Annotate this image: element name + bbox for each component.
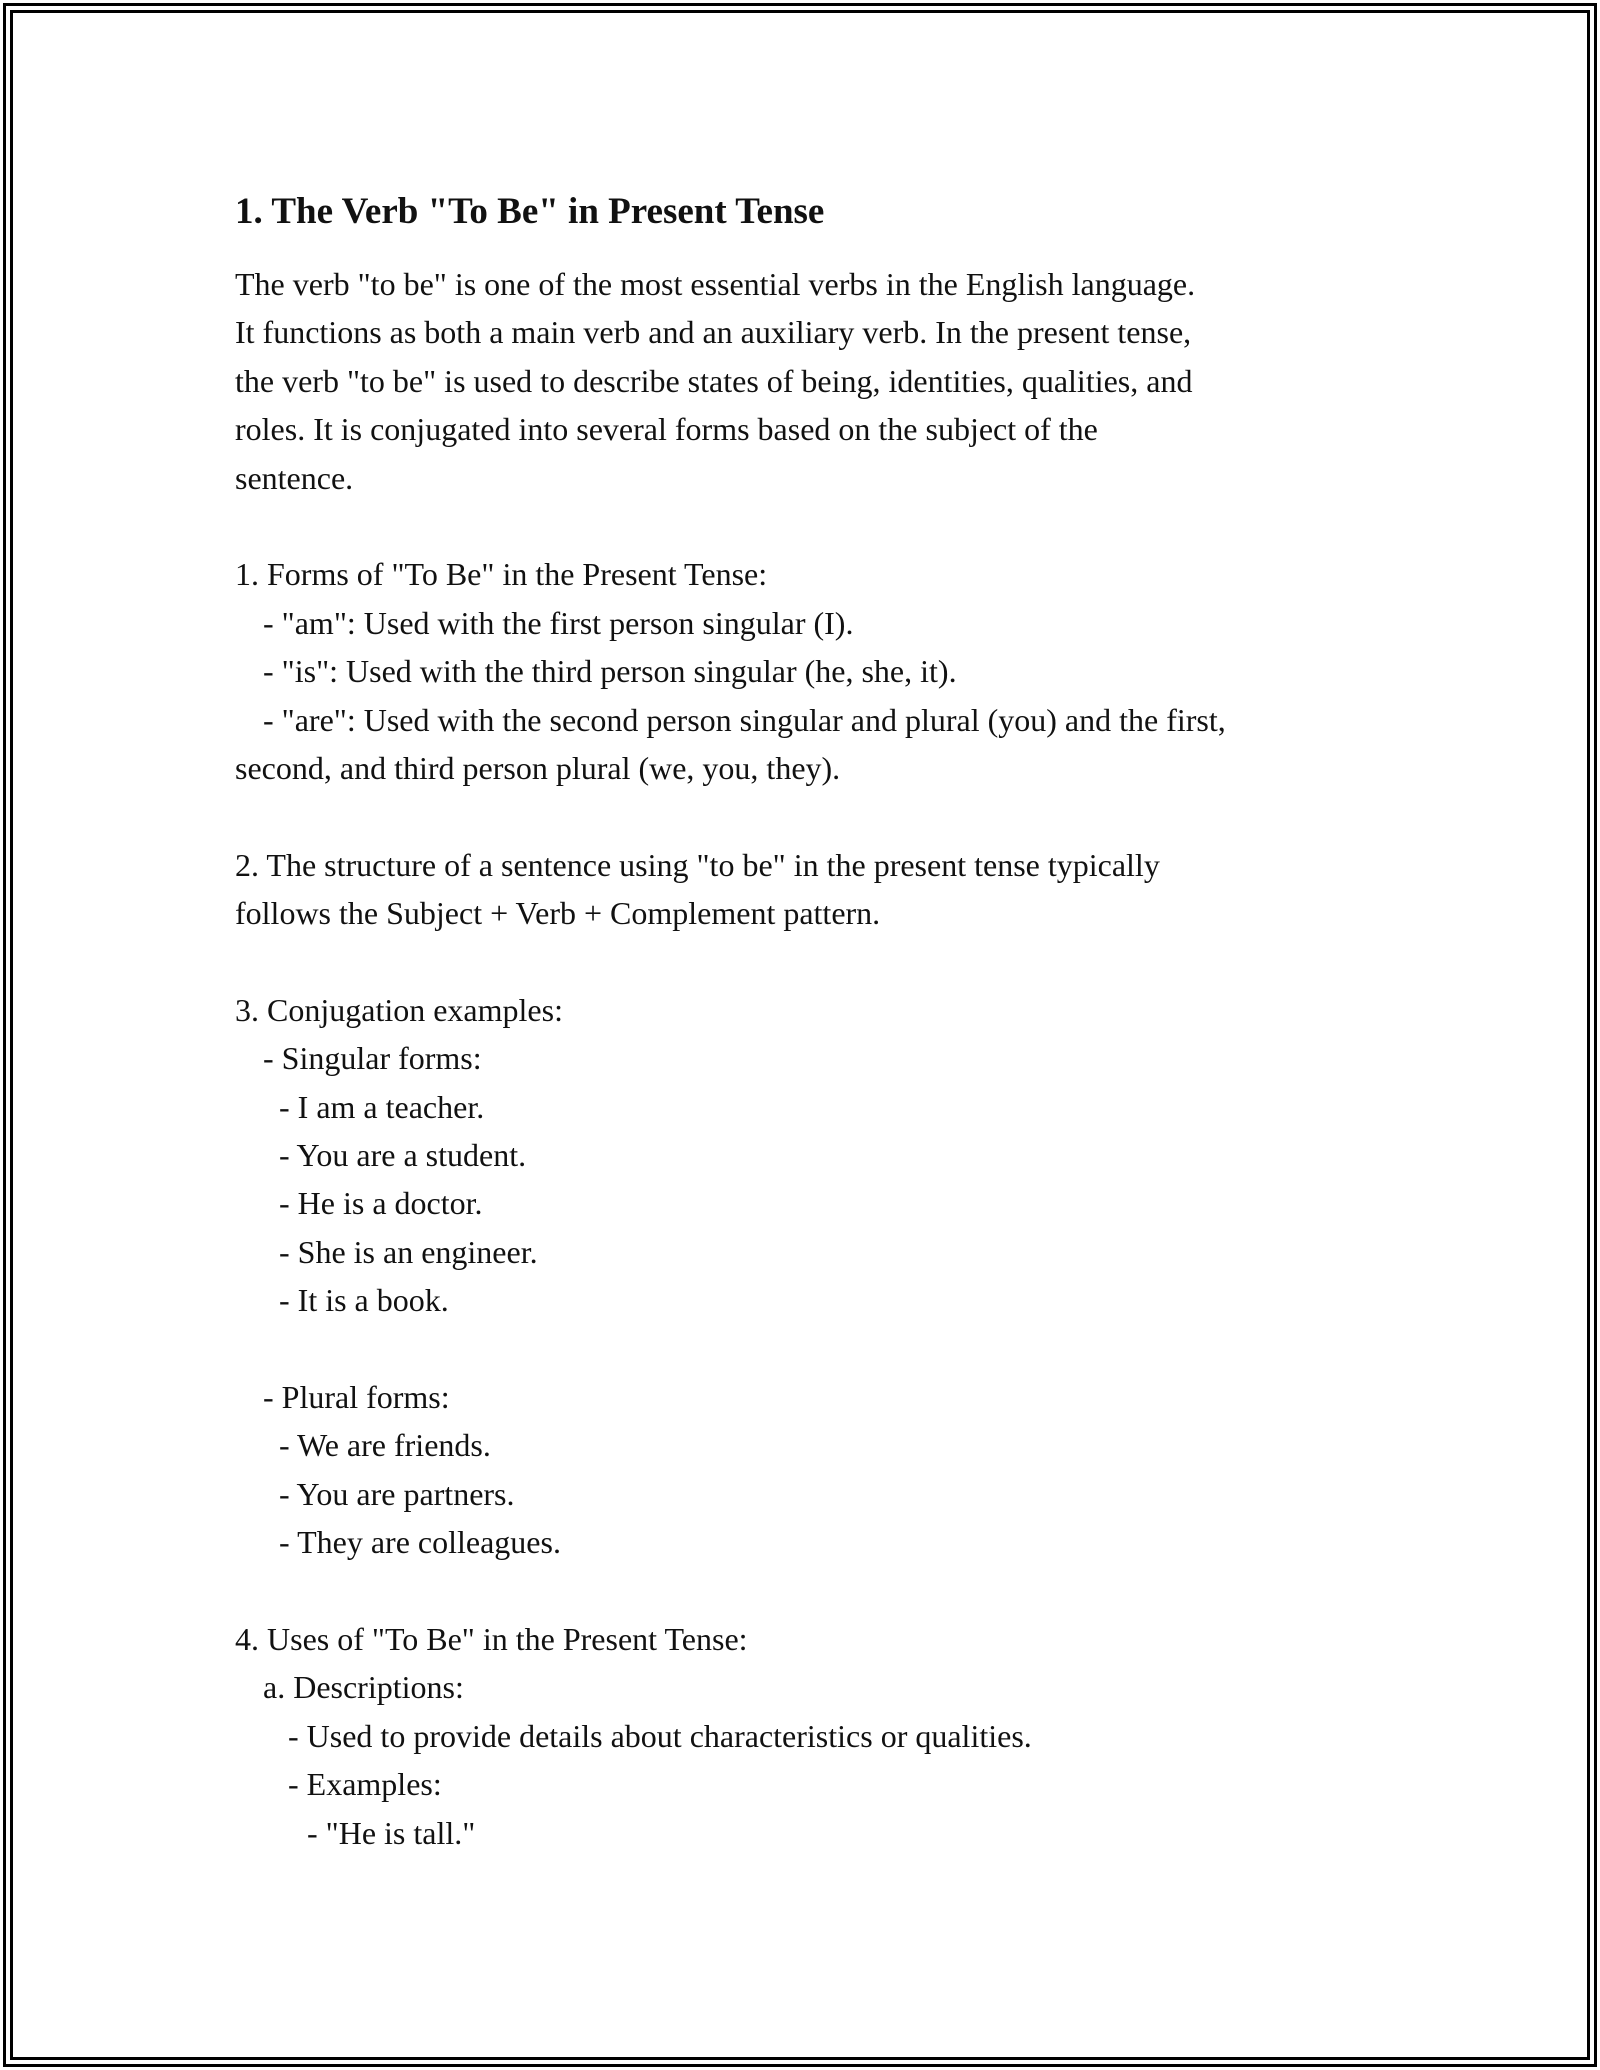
page-title: 1. The Verb "To Be" in Present Tense — [235, 191, 825, 232]
spacer — [235, 502, 1385, 550]
spacer — [235, 792, 1385, 840]
singular-heading: - Singular forms: — [263, 1040, 482, 1077]
form-item: - "am": Used with the first person singular (I). — [263, 604, 854, 641]
section4-examples-label: - Examples: — [288, 1766, 442, 1803]
intro-line: sentence. — [235, 459, 354, 496]
section4-heading: 4. Uses of "To Be" in the Present Tense: — [235, 1620, 748, 1657]
section4-example: - "He is tall." — [307, 1814, 476, 1851]
intro-line: the verb "to be" is used to describe states of being, identities, qualities, and — [235, 362, 1193, 399]
form-item-continuation: second, and third person plural (we, you, they). — [235, 749, 841, 786]
section4-detail: - Used to provide details about characteristics or qualities. — [288, 1717, 1032, 1754]
spacer — [235, 1325, 1385, 1373]
section4-subheading: a. Descriptions: — [263, 1669, 464, 1706]
section2-line: follows the Subject + Verb + Complement pattern. — [235, 895, 881, 932]
plural-example: - They are colleagues. — [279, 1524, 561, 1561]
singular-example: - You are a student. — [279, 1137, 527, 1174]
section3-heading: 3. Conjugation examples: — [235, 991, 563, 1028]
spacer — [235, 1567, 1385, 1615]
intro-line: It functions as both a main verb and an auxiliary verb. In the present tense, — [235, 314, 1192, 351]
plural-heading: - Plural forms: — [263, 1378, 450, 1415]
intro-line: The verb "to be" is one of the most essential verbs in the English language. — [235, 266, 1196, 302]
plural-example: - You are partners. — [279, 1475, 515, 1512]
spacer — [235, 937, 1385, 985]
singular-example: - It is a book. — [279, 1282, 449, 1319]
singular-example: - I am a teacher. — [279, 1088, 485, 1125]
singular-example: - She is an engineer. — [279, 1233, 538, 1270]
form-item: - "are": Used with the second person singular and plural (you) and the first, — [263, 701, 1226, 738]
singular-example: - He is a doctor. — [279, 1185, 483, 1222]
form-item: - "is": Used with the third person singular (he, she, it). — [263, 653, 957, 690]
section2-line: 2. The structure of a sentence using "to be" in the present tense typically — [235, 846, 1160, 883]
plural-example: - We are friends. — [279, 1427, 491, 1464]
intro-line: roles. It is conjugated into several forms based on the subject of the — [235, 411, 1098, 448]
document-body — [235, 188, 1385, 1857]
section1-heading: 1. Forms of "To Be" in the Present Tense: — [235, 556, 768, 593]
